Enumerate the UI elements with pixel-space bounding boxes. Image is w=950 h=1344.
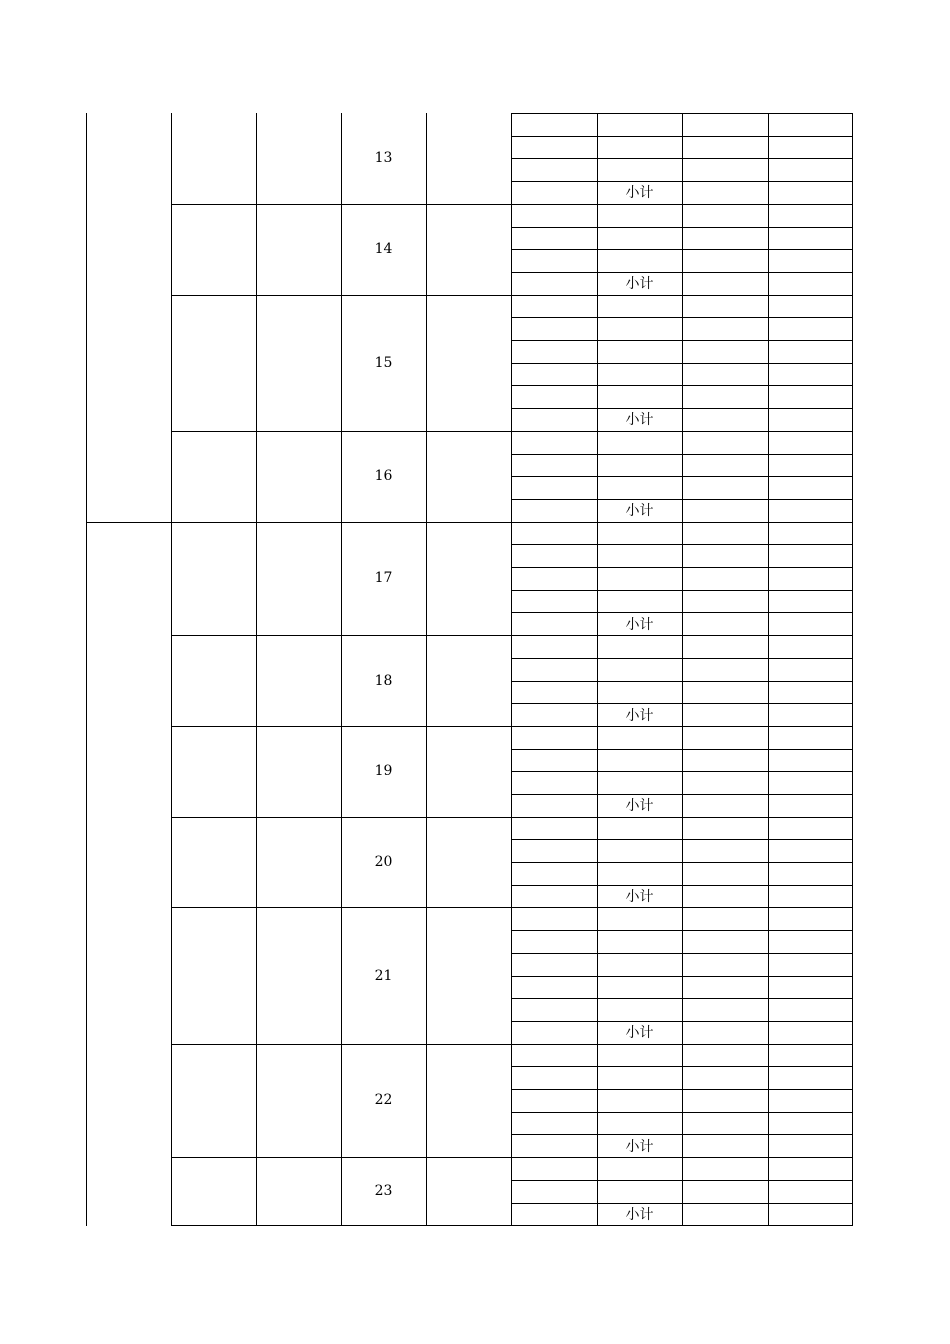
- group-number: 23: [374, 1183, 393, 1199]
- group-border: [171, 431, 853, 432]
- group-border: [171, 635, 853, 636]
- outer-left-border: [86, 113, 87, 1226]
- subtotal-label: 小计: [625, 503, 654, 519]
- group-number: 14: [374, 241, 393, 257]
- subtotal-label: 小计: [625, 1025, 654, 1041]
- group-number: 17: [374, 570, 393, 586]
- group-border: [171, 907, 853, 908]
- column-divider: [341, 113, 342, 1226]
- group-number: 15: [374, 355, 393, 371]
- column-divider: [256, 113, 257, 1226]
- column-divider: [171, 113, 172, 1226]
- group-border: [171, 1044, 853, 1045]
- group-border: [171, 817, 853, 818]
- column-divider: [511, 113, 512, 1226]
- group-number: 21: [374, 968, 393, 984]
- subtotal-label: 小计: [625, 276, 654, 292]
- group-number: 20: [374, 854, 393, 870]
- group-border: [171, 1157, 853, 1158]
- subtotal-label: 小计: [625, 798, 654, 814]
- subtotal-label: 小计: [625, 185, 654, 201]
- subtotal-label: 小计: [625, 1139, 654, 1155]
- subtotal-label: 小计: [625, 617, 654, 633]
- subtotal-label: 小计: [625, 708, 654, 724]
- group-number: 22: [374, 1092, 393, 1108]
- group-border: [171, 726, 853, 727]
- group-border: [171, 522, 853, 523]
- table-bottom-border: [171, 1225, 853, 1226]
- subtotal-label: 小计: [625, 1207, 654, 1223]
- column-divider: [852, 113, 853, 1226]
- group-border: [171, 295, 853, 296]
- group-number: 13: [374, 150, 393, 166]
- group-number: 18: [374, 673, 393, 689]
- column-divider: [426, 113, 427, 1226]
- subtotal-label: 小计: [625, 889, 654, 905]
- group-border: [171, 204, 853, 205]
- column-divider: [597, 113, 598, 1226]
- subtotal-label: 小计: [625, 412, 654, 428]
- column-divider: [682, 113, 683, 1226]
- group-number: 19: [374, 763, 393, 779]
- merge-split-line: [86, 522, 171, 523]
- column-divider: [768, 113, 769, 1226]
- group-number: 16: [374, 468, 393, 484]
